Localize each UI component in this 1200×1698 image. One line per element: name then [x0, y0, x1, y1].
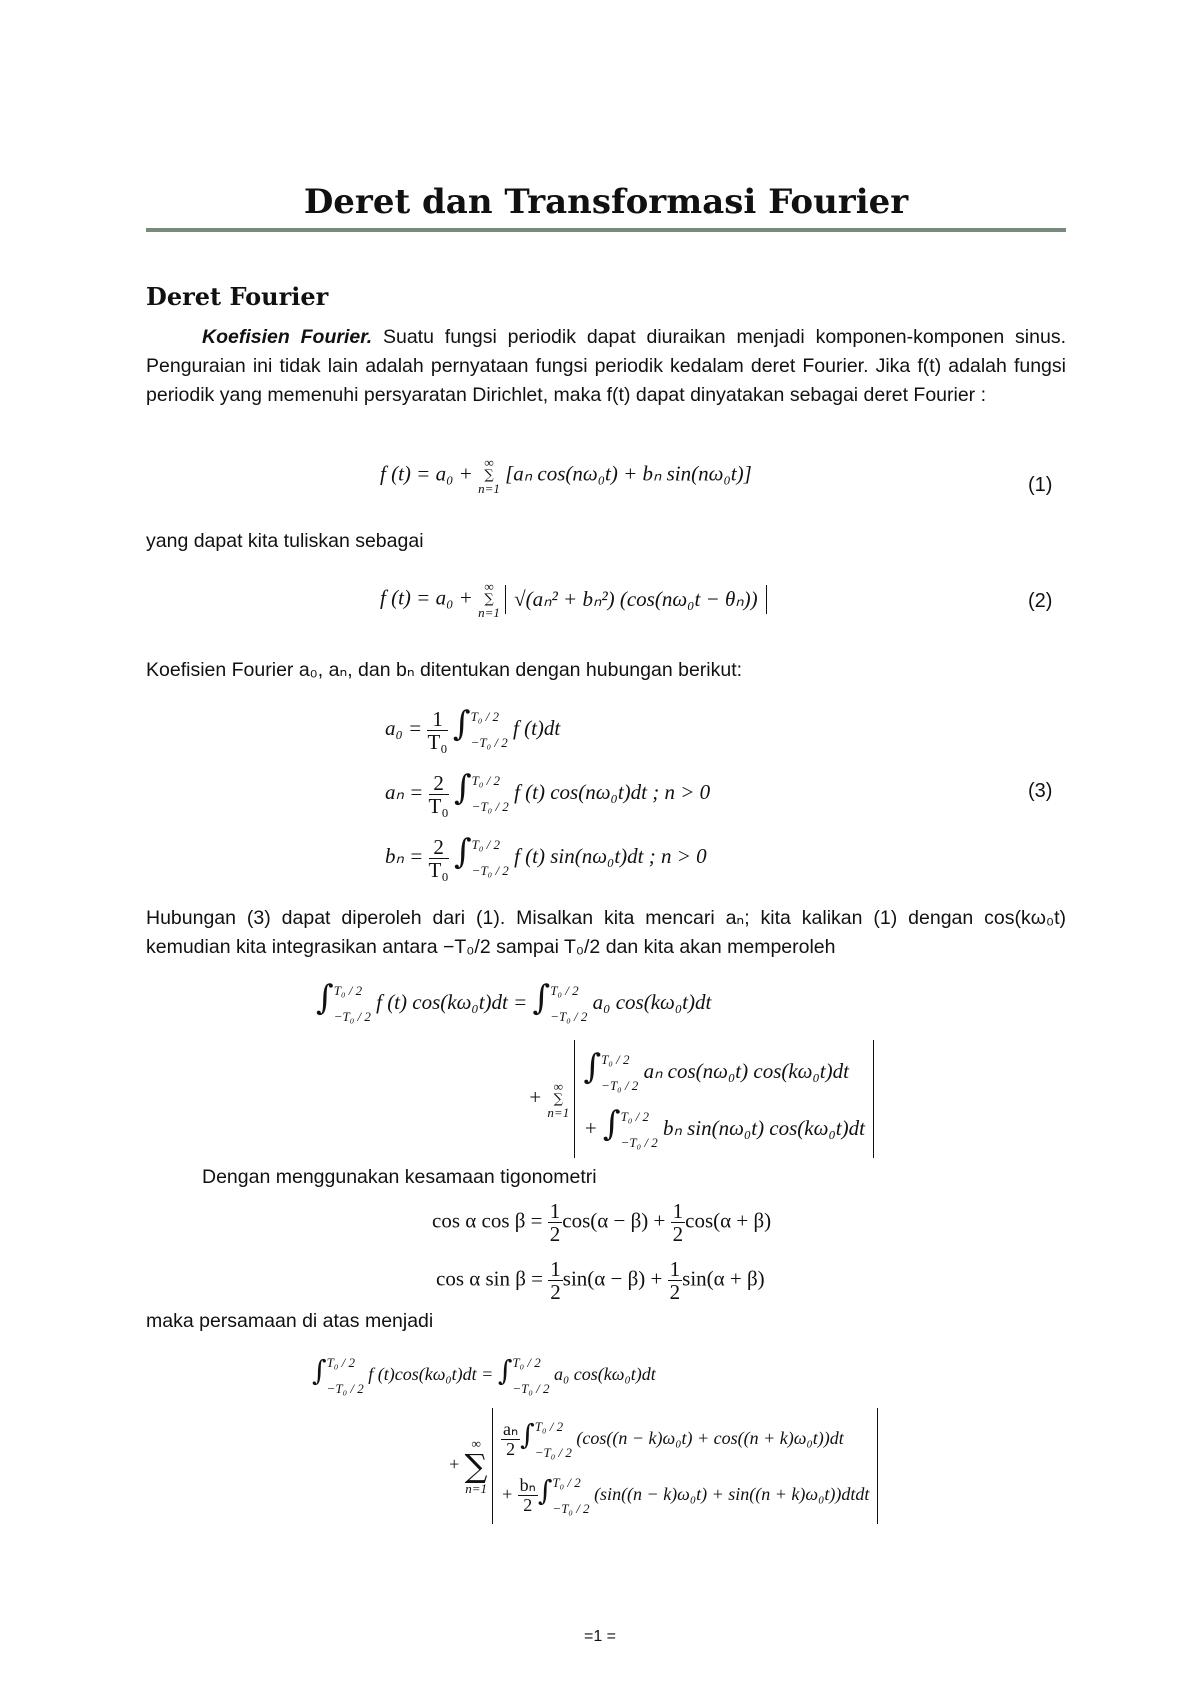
- maka-line: maka persamaan di atas menjadi: [146, 1310, 434, 1332]
- page-title: Deret dan Transformasi Fourier: [303, 182, 909, 222]
- equation-3-bn: bₙ = $\frac{2}{\text{T₀}}$ ∫ T₀ / 2 −T₀ / 2 f (t) sin(nω₀t)dt ; n > 0: [385, 832, 707, 884]
- eq4-bracket: ∫ T₀ / 2 −T₀ / 2 aₙ cos(nω₀t) cos(kω₀t)dt + ∫ T₀ / 2 −T₀ / 2 bₙ sin(nω₀t) cos(kω₀t)dt: [574, 1040, 873, 1158]
- sum-symbol: ∞ ∑ n=1: [478, 579, 500, 620]
- fraction: $\frac{2}{\text{T₀}}$: [428, 834, 449, 882]
- equation-5-sum: + ∞ ∑ n=1 $\frac{\text{aₙ}}{2}$ ∫ T₀ / 2 −T₀ / 2 (cos((n − k)ω₀t) + cos((n + k)ω₀t))dt + $\frac{\text{bₙ}}{2}$ ∫ T₀ / 2 −T₀ / 2 (sin((n − k)ω₀t) + sin((n + k)ω₀t))dtdt: [448, 1408, 878, 1524]
- eq5-bracket: $\frac{\text{aₙ}}{2}$ ∫ T₀ / 2 −T₀ / 2 (cos((n − k)ω₀t) + cos((n + k)ω₀t))dt + $\frac{\text{bₙ}}{2}$ ∫ T₀ / 2 −T₀ / 2 (sin((n − k)ω₀t) + sin((n + k)ω₀t))dtdt: [492, 1408, 878, 1524]
- eq1-lhs: f (t) = a₀ +: [380, 461, 473, 486]
- line-after-eq1: yang dapat kita tuliskan sebagai: [146, 530, 424, 552]
- trig-identity-1: cos α cos β = $\frac{1}{2}$ cos(α − β) + $\frac{1}{2}$ cos(α + β): [432, 1199, 772, 1247]
- equation-3-number: (3): [1028, 780, 1053, 802]
- equation-1-number: (1): [1028, 474, 1053, 496]
- fraction: $\frac{1}{\text{T₀}}$: [427, 706, 448, 754]
- equation-2-number: (2): [1028, 590, 1053, 612]
- trig-identity-2: cos α sin β = $\frac{1}{2}$ sin(α − β) + $\frac{1}{2}$ sin(α + β): [436, 1257, 765, 1305]
- intro-text: Suatu fungsi periodik dapat diuraikan menjadi komponen-komponen sinus. Penguraian ini tidak lain adalah pernyataan fungsi periodik kedalam deret Fourier. Jika f(t) adalah fungsi periodik yang memenuhi persyaratan Dirichlet, maka f(t) dapat dinyatakan sebagai deret Fourier :: [146, 326, 1067, 406]
- equation-4-line1: ∫ T₀ / 2 −T₀ / 2 f (t) cos(kω₀t)dt = ∫ T₀ / 2 −T₀ / 2 a₀ cos(kω₀t)dt: [316, 978, 712, 1025]
- intro-paragraph: [146, 323, 1066, 410]
- equation-3-an: aₙ = $\frac{2}{\text{T₀}}$ ∫ T₀ / 2 −T₀ / 2 f (t) cos(nω₀t)dt ; n > 0: [385, 768, 710, 820]
- sum-symbol: ∞ ∑ n=1: [464, 1435, 488, 1496]
- fraction: $\frac{2}{\text{T₀}}$: [428, 770, 449, 818]
- eq1-body: [aₙ cos(nω₀t) + bₙ sin(nω₀t)]: [505, 461, 752, 486]
- sum-symbol: ∞ ∑ n=1: [478, 455, 500, 496]
- integral-symbol: ∫: [452, 704, 471, 744]
- hubungan-paragraph: Hubungan (3) dapat diperoleh dari (1). Misalkan kita mencari aₙ; kita kalikan (1) dengan cos(kω₀t) kemudian kita integrasikan antara −T₀/2 sampai T₀/2 dan kita akan memperoleh: [146, 907, 1066, 958]
- title-rule: [146, 228, 1066, 232]
- coefficient-line: Koefisien Fourier a₀, aₙ, dan bₙ ditentukan dengan hubungan berikut:: [146, 659, 743, 681]
- sum-symbol: ∞ ∑ n=1: [547, 1078, 570, 1120]
- equation-3-a0: a₀ = $\frac{1}{\text{T₀}}$ ∫ T₀ / 2 −T₀ / 2 f (t)dt: [385, 704, 560, 756]
- integral-symbol: ∫: [453, 768, 472, 808]
- equation-4-sum: + ∞ ∑ n=1 ∫ T₀ / 2 −T₀ / 2 aₙ cos(nω₀t) cos(kω₀t)dt + ∫ T₀ / 2 −T₀ / 2 bₙ sin(nω₀t) cos(kω₀t)dt: [528, 1040, 874, 1158]
- equation-2: [380, 580, 767, 619]
- page-number: =1 =: [583, 1628, 617, 1645]
- eq2-lhs: f (t) = a₀ +: [380, 585, 473, 610]
- section-heading: Deret Fourier: [146, 282, 329, 311]
- trig-intro: Dengan menggunakan kesamaan tigonometri: [202, 1166, 597, 1188]
- equation-5-line1: ∫ T₀ / 2 −T₀ / 2 f (t)cos(kω₀t)dt = ∫ T₀ / 2 −T₀ / 2 a₀ cos(kω₀t)dt: [312, 1354, 656, 1396]
- equation-1: [380, 456, 752, 495]
- integral-limits: T₀ / 2 −T₀ / 2: [471, 773, 509, 815]
- integral-limits: T₀ / 2 −T₀ / 2: [471, 837, 509, 879]
- eq2-bracket: [505, 585, 767, 614]
- integral-symbol: ∫: [453, 832, 472, 872]
- intro-term: Koefisien Fourier.: [202, 326, 373, 348]
- eq2-body: √(aₙ² + bₙ²) (cos(nω₀t − θₙ)): [514, 587, 758, 611]
- integral-limits: T₀ / 2 −T₀ / 2: [470, 709, 508, 751]
